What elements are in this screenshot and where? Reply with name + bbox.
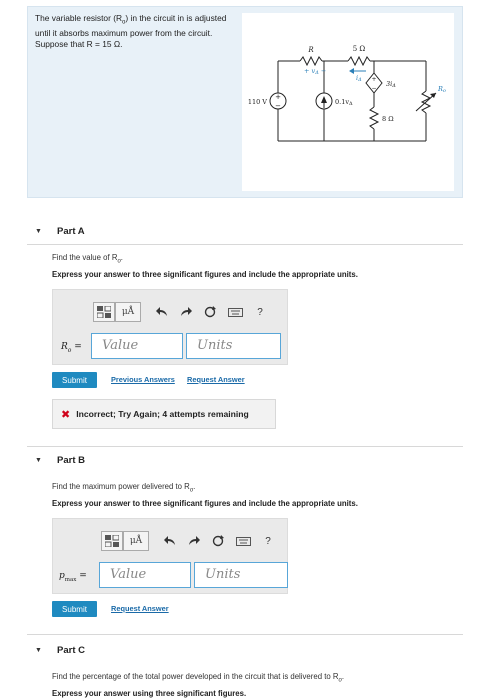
problem-text-line1b: ) in the circuit in is adjusted [125,13,227,23]
part-c-header[interactable] [27,637,463,663]
part-b-question [52,482,195,494]
keyboard-icon[interactable] [235,534,251,548]
units-button[interactable]: μÅ [123,531,149,551]
part-b-question-end: . [193,482,196,491]
label-8ohm: 8 Ω [382,115,394,123]
problem-text-sub: o [122,19,126,26]
divider [27,244,463,245]
label-dep-voltage: 3iΔ [386,80,396,89]
value-input[interactable]: Value [91,333,183,359]
part-b-answer-box [52,518,288,594]
submit-button[interactable]: Submit [52,601,97,617]
part-b-question-sub: o [189,487,194,494]
collapse-caret-icon[interactable]: ▼ [35,456,42,464]
part-a-instruction: Express your answer to three significant figures and include the appropriate units. [52,270,358,279]
problem-text-line1: The variable resistor (R [35,13,123,23]
part-a-question [52,253,123,265]
part-c-question-text: Find the percentage of the total power developed in the circuit that is delivered to R [52,672,339,681]
templates-button[interactable] [93,302,115,322]
collapse-caret-icon[interactable]: ▼ [35,227,42,235]
problem-text-line2: until it absorbs maximum power from the circuit. [35,28,213,39]
part-a-answer-box [52,289,288,365]
part-c-question-end: . [341,672,345,681]
svg-text:−: − [275,102,281,110]
circuit-diagram [242,13,454,191]
units-input[interactable]: Units [194,562,288,588]
part-a-question-text: Find the value of R [52,253,118,262]
help-icon[interactable]: ? [257,306,263,318]
svg-text:+: + [275,93,281,101]
part-a-title: Part A [57,225,85,237]
templates-icon [97,306,111,318]
label-idelta: iΔ [356,74,362,83]
error-x-icon: ✖ [61,408,71,421]
units-input[interactable]: Units [186,333,281,359]
part-b-var-label: $p_{max}$ = [59,571,87,583]
keyboard-icon[interactable] [227,305,243,319]
label-Ro: Ro [438,85,446,94]
problem-text [35,13,250,49]
request-answer-link[interactable]: Request Answer [111,604,169,613]
problem-statement [27,6,463,198]
part-c-question [52,672,344,684]
circuit-svg [242,13,454,191]
feedback-text: Incorrect; Try Again; 4 attempts remaining [76,409,249,419]
part-a-question-end: . [120,253,123,262]
part-c-instruction: Express your answer using three significant figures. [52,689,247,698]
reset-icon[interactable] [203,305,217,319]
part-a-question-sub: o [117,258,121,265]
part-a-header[interactable] [27,218,463,244]
redo-icon[interactable] [179,305,193,319]
value-input[interactable]: Value [99,562,191,588]
part-b-toolbar [101,531,275,551]
label-R: R [308,46,314,54]
problem-text-line3: Suppose that R = 15 Ω. [35,38,123,49]
label-vdelta: + vΔ − [304,67,327,76]
part-b-instruction: Express your answer to three significant figures and include the appropriate units. [52,499,358,508]
label-dep-current: 0.1vΔ [335,98,353,107]
part-a-var-label: $R_o$ = [61,342,82,354]
part-c-question-sub: o [338,677,342,684]
label-source: 110 V [247,98,267,106]
divider [27,634,463,635]
templates-button[interactable] [101,531,123,551]
undo-icon[interactable] [163,534,177,548]
svg-text:+: + [371,76,377,83]
part-c-title: Part C [57,644,85,656]
part-b-title: Part B [57,454,85,466]
request-answer-link[interactable]: Request Answer [187,375,245,384]
undo-icon[interactable] [155,305,169,319]
collapse-caret-icon[interactable]: ▼ [35,646,42,654]
help-icon[interactable]: ? [265,535,271,547]
units-button[interactable]: μÅ [115,302,141,322]
svg-text:−: − [371,85,377,92]
reset-icon[interactable] [211,534,225,548]
feedback-message [52,399,276,429]
label-5ohm: 5 Ω [352,45,366,53]
part-a-toolbar [93,302,267,322]
previous-answers-link[interactable]: Previous Answers [111,375,175,384]
redo-icon[interactable] [187,534,201,548]
templates-icon [105,535,119,547]
part-b-question-text: Find the maximum power delivered to R [52,482,190,491]
part-b-header[interactable] [27,447,463,473]
submit-button[interactable]: Submit [52,372,97,388]
